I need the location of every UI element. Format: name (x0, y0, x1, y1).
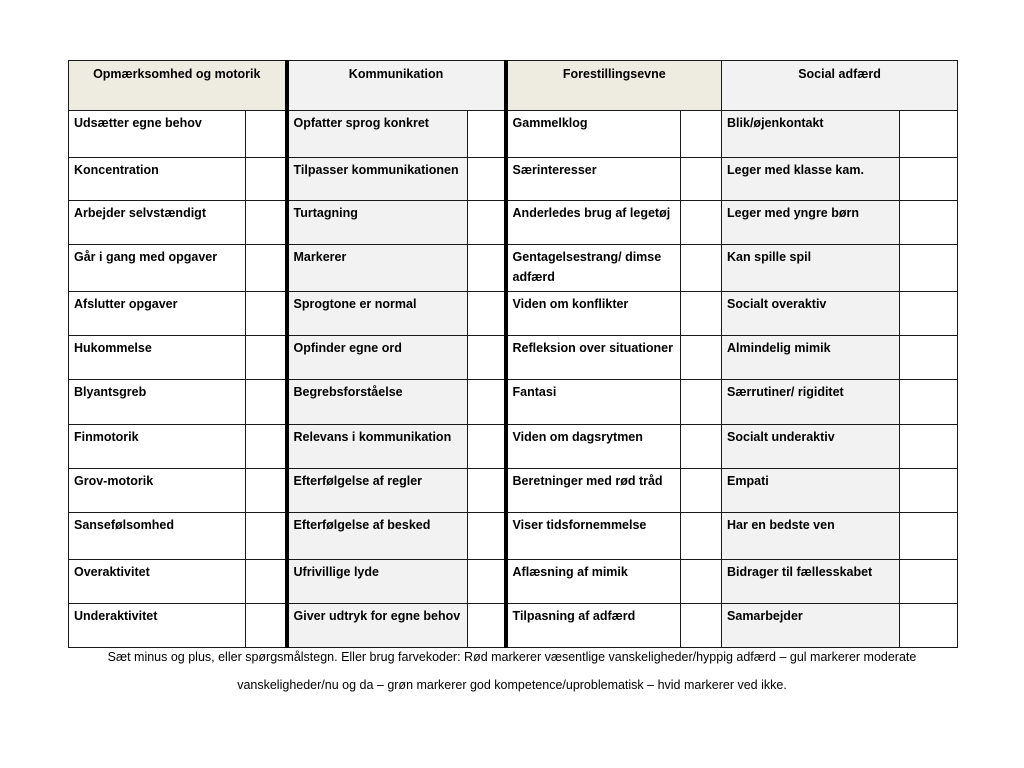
header-attention-motor: Opmærksomhed og motorik (69, 61, 287, 111)
table-row (69, 111, 958, 158)
item-label-communication: Markerer (287, 245, 468, 292)
table-row (69, 425, 958, 469)
table-row (69, 513, 958, 560)
item-label-communication: Ufrivillige lyde (287, 560, 468, 604)
footnote-line-2: vanskeligheder/nu og da – grøn markerer god kompetence/uproblematisk – hvid markerer ved ikke. (237, 678, 787, 692)
item-label-social-behaviour: Samarbejder (722, 604, 900, 648)
header-social-behaviour: Social adfærd (722, 61, 958, 111)
item-label-communication: Efterfølgelse af besked (287, 513, 468, 560)
item-label-attention-motor: Finmotorik (69, 425, 246, 469)
item-label-communication: Efterfølgelse af regler (287, 469, 468, 513)
item-label-communication: Turtagning (287, 201, 468, 245)
rating-cell-attention-motor[interactable] (246, 111, 287, 158)
item-label-imagination: Anderledes brug af legetøj (506, 201, 681, 245)
rating-cell-imagination[interactable] (681, 158, 722, 201)
item-label-communication: Sprogtone er normal (287, 292, 468, 336)
item-label-attention-motor: Blyantsgreb (69, 380, 246, 425)
rating-cell-social-behaviour[interactable] (900, 425, 958, 469)
item-label-imagination: Viden om konflikter (506, 292, 681, 336)
item-label-imagination: Viser tidsfornemmelse (506, 513, 681, 560)
assessment-table (68, 60, 958, 648)
item-label-social-behaviour: Har en bedste ven (722, 513, 900, 560)
footnote-line-1: Sæt minus og plus, eller spørgsmålstegn. Eller brug farvekoder: Rød markerer væsentlige vanskeligheder/hyppig adfærd – gul markerer moderate (107, 650, 917, 664)
rating-cell-imagination[interactable] (681, 469, 722, 513)
item-label-attention-motor: Går i gang med opgaver (69, 245, 246, 292)
header-communication: Kommunikation (287, 61, 506, 111)
rating-cell-social-behaviour[interactable] (900, 245, 958, 292)
item-label-social-behaviour: Blik/øjenkontakt (722, 111, 900, 158)
item-label-social-behaviour: Bidrager til fællesskabet (722, 560, 900, 604)
rating-cell-imagination[interactable] (681, 111, 722, 158)
item-label-attention-motor: Udsætter egne behov (69, 111, 246, 158)
rating-cell-communication[interactable] (468, 111, 506, 158)
rating-cell-social-behaviour[interactable] (900, 560, 958, 604)
rating-cell-imagination[interactable] (681, 380, 722, 425)
rating-cell-communication[interactable] (468, 604, 506, 648)
rating-cell-attention-motor[interactable] (246, 469, 287, 513)
rating-cell-attention-motor[interactable] (246, 336, 287, 380)
item-label-communication: Opfatter sprog konkret (287, 111, 468, 158)
item-label-communication: Tilpasser kommunikationen (287, 158, 468, 201)
table-row (69, 245, 958, 292)
item-label-imagination: Viden om dagsrytmen (506, 425, 681, 469)
rating-cell-imagination[interactable] (681, 292, 722, 336)
rating-cell-attention-motor[interactable] (246, 513, 287, 560)
item-label-imagination: Tilpasning af adfærd (506, 604, 681, 648)
rating-cell-attention-motor[interactable] (246, 292, 287, 336)
item-label-social-behaviour: Almindelig mimik (722, 336, 900, 380)
item-label-attention-motor: Arbejder selvstændigt (69, 201, 246, 245)
rating-cell-social-behaviour[interactable] (900, 336, 958, 380)
rating-cell-attention-motor[interactable] (246, 425, 287, 469)
rating-cell-communication[interactable] (468, 201, 506, 245)
rating-cell-communication[interactable] (468, 158, 506, 201)
rating-cell-imagination[interactable] (681, 201, 722, 245)
rating-cell-communication[interactable] (468, 560, 506, 604)
rating-cell-attention-motor[interactable] (246, 380, 287, 425)
item-label-social-behaviour: Kan spille spil (722, 245, 900, 292)
rating-cell-attention-motor[interactable] (246, 245, 287, 292)
item-label-imagination: Aflæsning af mimik (506, 560, 681, 604)
table-row (69, 604, 958, 648)
rating-cell-social-behaviour[interactable] (900, 469, 958, 513)
table-row (69, 469, 958, 513)
item-label-social-behaviour: Empati (722, 469, 900, 513)
item-label-attention-motor: Grov-motorik (69, 469, 246, 513)
rating-cell-communication[interactable] (468, 425, 506, 469)
item-label-attention-motor: Sansefølsomhed (69, 513, 246, 560)
rating-cell-imagination[interactable] (681, 513, 722, 560)
item-label-communication: Giver udtryk for egne behov (287, 604, 468, 648)
rating-cell-communication[interactable] (468, 245, 506, 292)
item-label-attention-motor: Overaktivitet (69, 560, 246, 604)
item-label-imagination: Gammelklog (506, 111, 681, 158)
rating-cell-imagination[interactable] (681, 604, 722, 648)
item-label-attention-motor: Afslutter opgaver (69, 292, 246, 336)
rating-cell-attention-motor[interactable] (246, 201, 287, 245)
item-label-imagination: Beretninger med rød tråd (506, 469, 681, 513)
header-imagination: Forestillingsevne (506, 61, 722, 111)
rating-cell-imagination[interactable] (681, 425, 722, 469)
item-label-social-behaviour: Socialt underaktiv (722, 425, 900, 469)
rating-cell-communication[interactable] (468, 380, 506, 425)
table-row (69, 292, 958, 336)
table-row (69, 380, 958, 425)
rating-cell-imagination[interactable] (681, 336, 722, 380)
item-label-attention-motor: Koncentration (69, 158, 246, 201)
table-row (69, 158, 958, 201)
item-label-communication: Relevans i kommunikation (287, 425, 468, 469)
rating-cell-social-behaviour[interactable] (900, 604, 958, 648)
item-label-social-behaviour: Særrutiner/ rigiditet (722, 380, 900, 425)
item-label-imagination: Særinteresser (506, 158, 681, 201)
rating-cell-social-behaviour[interactable] (900, 292, 958, 336)
table-row (69, 201, 958, 245)
rating-cell-attention-motor[interactable] (246, 604, 287, 648)
item-label-social-behaviour: Socialt overaktiv (722, 292, 900, 336)
item-label-imagination: Gentagelsestrang/ dimse adfærd (506, 245, 681, 292)
item-label-social-behaviour: Leger med yngre børn (722, 201, 900, 245)
rating-cell-imagination[interactable] (681, 245, 722, 292)
rating-cell-social-behaviour[interactable] (900, 158, 958, 201)
item-label-imagination: Fantasi (506, 380, 681, 425)
rating-cell-attention-motor[interactable] (246, 158, 287, 201)
item-label-communication: Begrebsforståelse (287, 380, 468, 425)
rating-cell-social-behaviour[interactable] (900, 111, 958, 158)
item-label-imagination: Refleksion over situationer (506, 336, 681, 380)
header-row (69, 61, 958, 111)
rating-cell-communication[interactable] (468, 469, 506, 513)
rating-cell-communication[interactable] (468, 292, 506, 336)
rating-cell-social-behaviour[interactable] (900, 513, 958, 560)
rating-cell-communication[interactable] (468, 513, 506, 560)
item-label-attention-motor: Underaktivitet (69, 604, 246, 648)
rating-cell-attention-motor[interactable] (246, 560, 287, 604)
item-label-communication: Opfinder egne ord (287, 336, 468, 380)
rating-cell-social-behaviour[interactable] (900, 380, 958, 425)
table-row (69, 560, 958, 604)
rating-cell-social-behaviour[interactable] (900, 201, 958, 245)
table-row (69, 336, 958, 380)
rating-cell-communication[interactable] (468, 336, 506, 380)
item-label-social-behaviour: Leger med klasse kam. (722, 158, 900, 201)
rating-cell-imagination[interactable] (681, 560, 722, 604)
item-label-attention-motor: Hukommelse (69, 336, 246, 380)
